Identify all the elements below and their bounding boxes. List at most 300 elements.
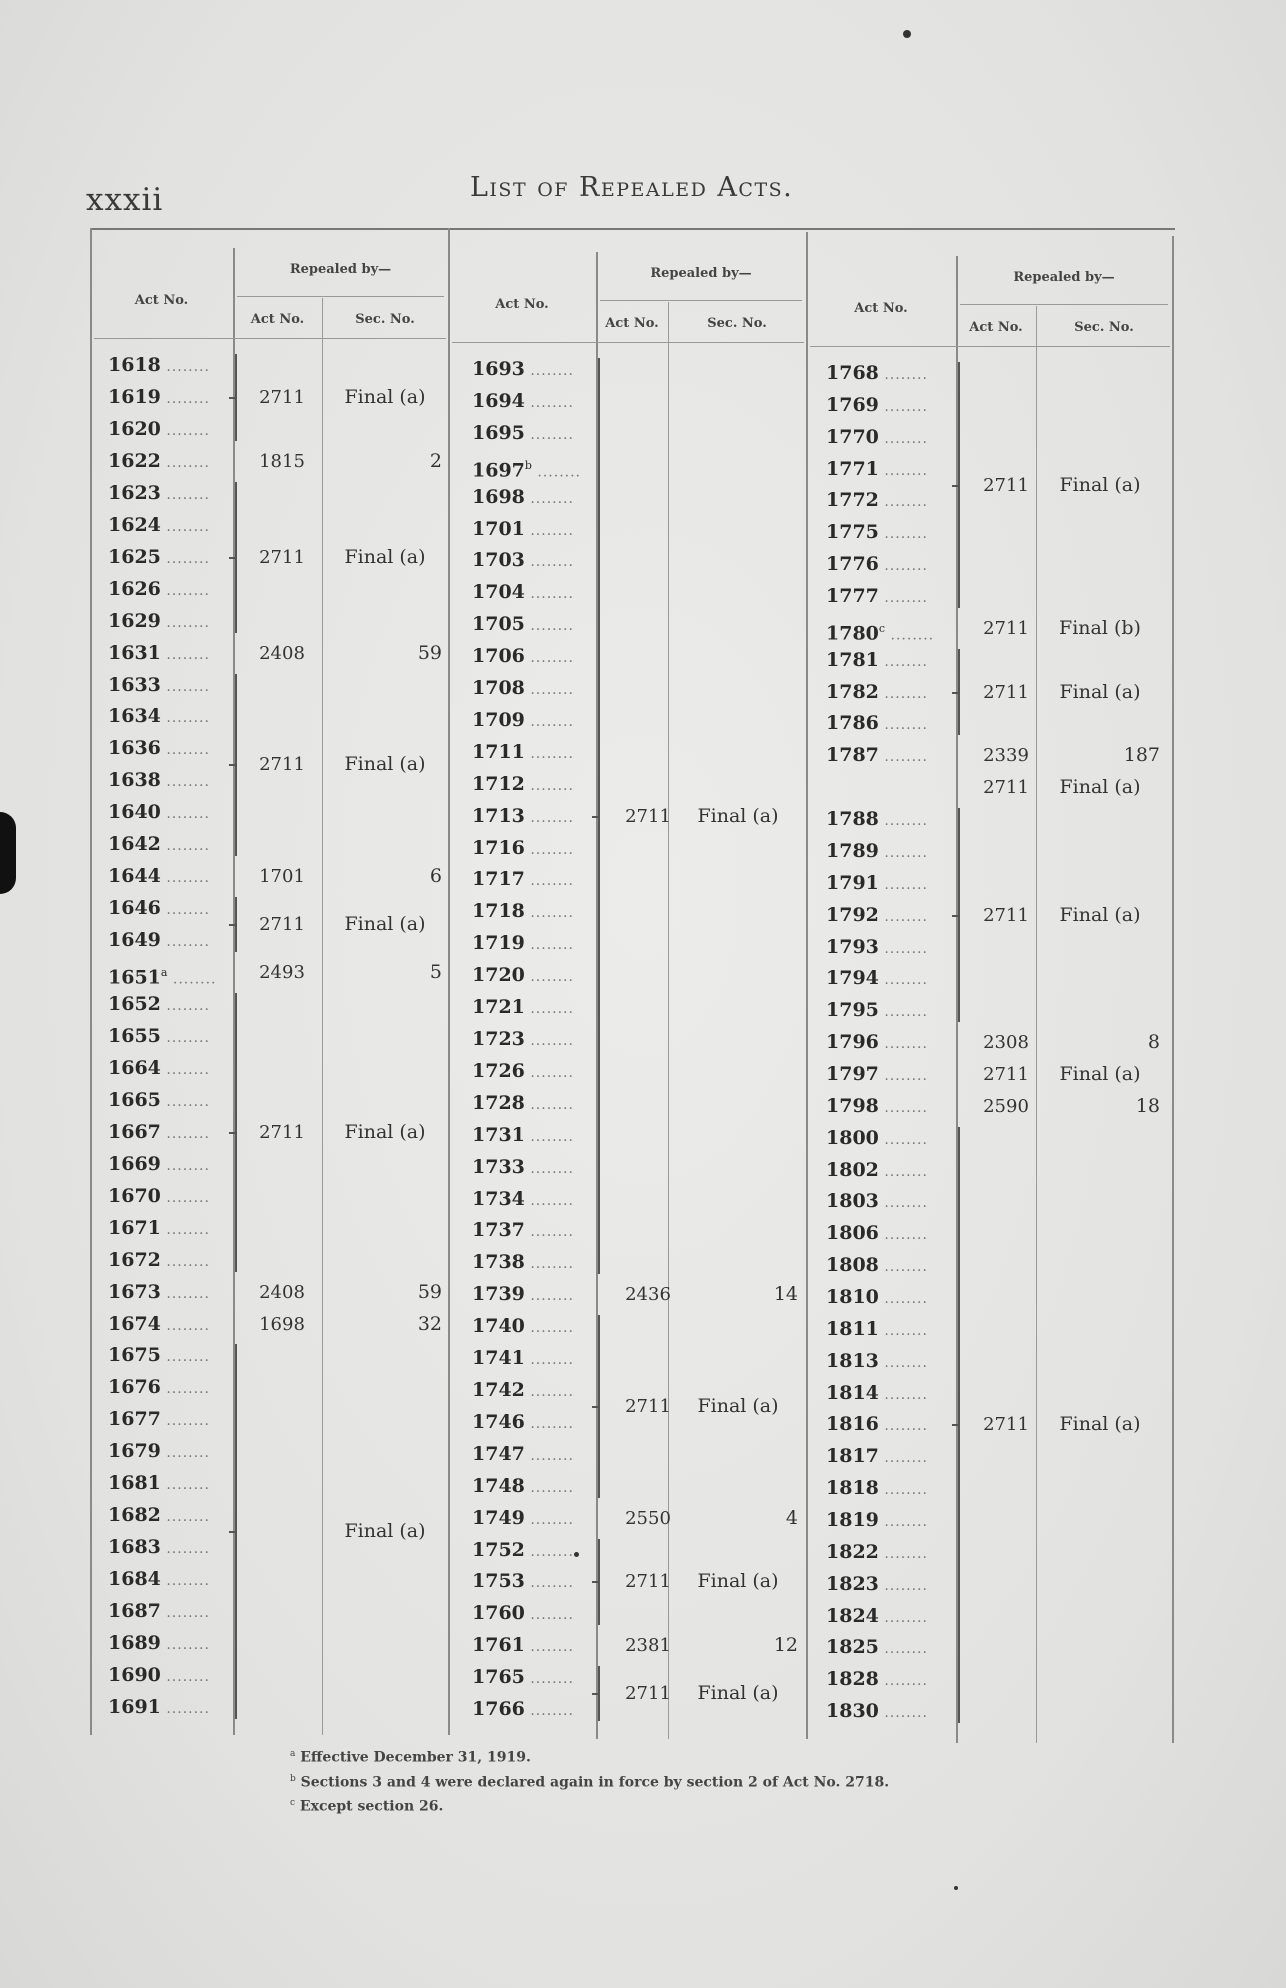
act-number <box>472 577 598 608</box>
dot-leader: ........ <box>160 870 210 887</box>
act-number <box>826 995 956 1026</box>
repealing-act-number: 2408 <box>259 642 305 664</box>
dot-leader: ........ <box>531 464 581 481</box>
dot-leader: ........ <box>878 1131 928 1148</box>
act-number-text: 1808 <box>826 1254 879 1277</box>
act-number <box>826 517 956 548</box>
table-left-rule <box>90 228 92 1735</box>
dot-leader: ........ <box>524 1415 574 1432</box>
grouping-brace-tip <box>229 764 237 766</box>
footnotes <box>290 1744 889 1818</box>
act-number <box>826 1537 956 1568</box>
dot-leader: ........ <box>524 1383 574 1400</box>
repealing-section: Final (a) <box>697 1682 779 1705</box>
act-number-text: 1791 <box>826 871 879 894</box>
act-number <box>826 932 956 963</box>
act-number-text: 1672 <box>108 1248 161 1271</box>
dot-leader: ........ <box>160 742 210 759</box>
act-number-text: 1625 <box>108 545 161 568</box>
act-number-text: 1772 <box>826 489 879 512</box>
act-number <box>108 510 236 541</box>
repealing-section: Final (a) <box>697 1570 779 1593</box>
dot-leader: ........ <box>524 1256 574 1273</box>
dot-leader: ........ <box>524 1224 574 1241</box>
act-number <box>826 1155 956 1186</box>
dot-leader: ........ <box>524 873 574 890</box>
act-number <box>108 1021 236 1052</box>
repealing-section: Final (a) <box>1059 473 1141 496</box>
repealing-section: 4 <box>785 1506 798 1529</box>
grouping-brace-tip <box>229 1132 237 1134</box>
dot-leader: ........ <box>160 1253 210 1270</box>
act-number-text: 1705 <box>472 613 525 636</box>
act-number-text: 1798 <box>826 1094 879 1117</box>
act-number <box>472 928 598 959</box>
act-number-text: 1740 <box>472 1315 525 1338</box>
act-number-text: 1720 <box>472 964 525 987</box>
act-number-text: 1676 <box>108 1376 161 1399</box>
dot-leader: ........ <box>524 1671 574 1688</box>
dot-leader: ........ <box>524 1639 574 1656</box>
act-number <box>826 1218 956 1249</box>
dot-leader: ........ <box>878 1067 928 1084</box>
act-number <box>472 1535 598 1566</box>
act-number-text: 1631 <box>108 641 161 664</box>
act-number <box>826 1441 956 1472</box>
repealing-act-number: 2711 <box>259 754 305 776</box>
act-number-text: 1775 <box>826 521 879 544</box>
dot-leader: ........ <box>878 1322 928 1339</box>
act-number <box>108 414 236 445</box>
dot-leader: ........ <box>160 550 210 567</box>
act-number <box>472 641 598 672</box>
dot-leader: ........ <box>160 486 210 503</box>
dot-leader: ........ <box>878 590 928 607</box>
act-number <box>472 1247 598 1278</box>
dot-leader: ........ <box>160 1700 210 1717</box>
act-number <box>108 606 236 637</box>
dot-leader: ........ <box>524 1320 574 1337</box>
act-number-text: 1636 <box>108 737 161 760</box>
act-number-text: 1642 <box>108 833 161 856</box>
dot-leader: ........ <box>878 430 928 447</box>
act-number <box>472 1184 598 1215</box>
act-number <box>108 1500 236 1531</box>
act-number <box>472 1598 598 1629</box>
dot-leader: ........ <box>878 1004 928 1021</box>
act-number <box>108 542 236 573</box>
act-number <box>472 1471 598 1502</box>
act-number <box>826 613 956 644</box>
act-number-text: 1817 <box>826 1445 879 1468</box>
act-number <box>108 765 236 796</box>
act-number <box>472 737 598 768</box>
repealing-section: Final (a) <box>697 1394 779 1417</box>
act-number-text: 1721 <box>472 996 525 1019</box>
dot-leader: ........ <box>878 1036 928 1053</box>
dot-leader: ........ <box>524 1064 574 1081</box>
act-number <box>108 446 236 477</box>
dot-leader: ........ <box>878 1577 928 1594</box>
act-number-text: 1800 <box>826 1126 879 1149</box>
act-number-text: 1682 <box>108 1504 161 1527</box>
dot-leader: ........ <box>160 1605 210 1622</box>
footnote-mark: c <box>878 621 886 635</box>
dot-leader: ........ <box>878 1673 928 1690</box>
act-number <box>108 1372 236 1403</box>
act-number <box>108 1181 236 1212</box>
repealing-section: 32 <box>417 1312 442 1335</box>
grouping-brace-tip <box>592 1693 600 1695</box>
dot-leader: ........ <box>160 1157 210 1174</box>
act-number-text: 1719 <box>472 932 525 955</box>
dot-leader: ........ <box>524 713 574 730</box>
dot-leader: ........ <box>878 685 928 702</box>
act-number-text: 1620 <box>108 417 161 440</box>
dot-leader: ........ <box>878 1099 928 1116</box>
act-number <box>472 1407 598 1438</box>
act-number <box>108 350 236 381</box>
dot-leader: ........ <box>160 614 210 631</box>
dot-leader: ........ <box>524 1703 574 1720</box>
act-number-text: 1697 <box>472 459 525 482</box>
act-number-text: 1711 <box>472 740 525 763</box>
act-number-text: 1691 <box>108 1695 161 1718</box>
repealing-section: Final (a) <box>1059 1062 1141 1085</box>
repealing-section: 2 <box>429 449 442 472</box>
header-act-no: Act No. <box>495 297 549 312</box>
act-number <box>108 701 236 732</box>
act-number-text: 1830 <box>826 1700 879 1723</box>
dot-leader: ........ <box>878 558 928 575</box>
act-number <box>108 1085 236 1116</box>
act-number <box>108 1309 236 1340</box>
dot-leader: ........ <box>878 1163 928 1180</box>
act-number <box>472 354 598 385</box>
act-number <box>472 1630 598 1661</box>
act-number-text: 1664 <box>108 1056 161 1079</box>
dot-leader: ........ <box>160 1061 210 1078</box>
act-number <box>472 833 598 864</box>
dot-leader: ........ <box>524 1001 574 1018</box>
act-number-text: 1624 <box>108 513 161 536</box>
act-number-text: 1818 <box>826 1477 879 1500</box>
act-number-text: 1698 <box>472 485 525 508</box>
header-rep-act-no: Act No. <box>250 312 305 327</box>
act-number-text: 1649 <box>108 929 161 952</box>
header-bottom-rule <box>94 338 446 339</box>
dot-leader: ........ <box>160 1093 210 1110</box>
act-number-text: 1761 <box>472 1634 525 1657</box>
act-number <box>108 1213 236 1244</box>
act-number <box>472 609 598 640</box>
dot-leader: ........ <box>878 1418 928 1435</box>
dot-leader: ........ <box>160 934 210 951</box>
dot-leader: ........ <box>524 554 574 571</box>
dot-leader: ........ <box>524 1607 574 1624</box>
repealing-act-number: 2381 <box>625 1635 671 1657</box>
repealing-act-number: 2436 <box>625 1284 671 1306</box>
repealing-act-number: 2711 <box>259 1121 305 1143</box>
repealing-section: 18 <box>1135 1094 1160 1117</box>
act-number-text: 1753 <box>472 1570 525 1593</box>
act-number-text: 1704 <box>472 581 525 604</box>
act-number-text: 1803 <box>826 1190 879 1213</box>
act-number <box>108 797 236 828</box>
act-number <box>826 963 956 994</box>
act-number-text: 1681 <box>108 1472 161 1495</box>
act-number <box>826 1505 956 1536</box>
act-number <box>108 1404 236 1435</box>
act-number-text: 1806 <box>826 1222 879 1245</box>
act-number <box>826 1186 956 1217</box>
dot-leader: ........ <box>878 972 928 989</box>
repealing-section: Final (a) <box>344 545 426 568</box>
repealing-act-number: 2711 <box>983 904 1029 926</box>
act-number-text: 1731 <box>472 1123 525 1146</box>
repealing-act-number: 2711 <box>259 914 305 936</box>
repealing-section: Final (a) <box>1059 1413 1141 1436</box>
act-number-text: 1765 <box>472 1666 525 1689</box>
act-number-text: 1776 <box>826 553 879 576</box>
act-number <box>826 1027 956 1058</box>
repealing-section: 6 <box>429 865 442 888</box>
act-number-text: 1626 <box>108 577 161 600</box>
act-number <box>826 1123 956 1154</box>
repealing-section: Final (b) <box>1059 616 1141 639</box>
act-number-text: 1671 <box>108 1216 161 1239</box>
act-number <box>472 1439 598 1470</box>
act-number <box>826 708 956 739</box>
act-number-text: 1716 <box>472 836 525 859</box>
repealing-section: Final (a) <box>1059 776 1141 799</box>
act-number-text: 1695 <box>472 421 525 444</box>
act-number-text: 1718 <box>472 900 525 923</box>
act-number-text: 1742 <box>472 1378 525 1401</box>
act-number <box>826 454 956 485</box>
act-number-text: 1733 <box>472 1155 525 1178</box>
act-number <box>826 1569 956 1600</box>
dot-leader: ........ <box>160 1509 210 1526</box>
act-number <box>826 1314 956 1345</box>
act-number-text: 1737 <box>472 1219 525 1242</box>
act-number-text: 1823 <box>826 1572 879 1595</box>
act-number-text: 1713 <box>472 804 525 827</box>
dot-leader: ........ <box>524 1543 574 1560</box>
repealing-act-number: 1701 <box>259 866 305 888</box>
repealing-act-number: 2408 <box>259 1281 305 1303</box>
act-number-text: 1634 <box>108 705 161 728</box>
dot-leader: ........ <box>878 1705 928 1722</box>
dot-leader: ........ <box>524 426 574 443</box>
act-number <box>108 893 236 924</box>
repealing-act-number: 2711 <box>983 777 1029 799</box>
repealing-act-number: 2711 <box>983 1414 1029 1436</box>
act-number <box>108 1468 236 1499</box>
act-number <box>826 485 956 516</box>
dot-leader: ........ <box>878 367 928 383</box>
act-number <box>472 1343 598 1374</box>
act-number <box>826 1378 956 1409</box>
repealing-act-number: 2711 <box>983 617 1029 639</box>
act-number <box>108 829 236 860</box>
act-number <box>108 1532 236 1563</box>
dot-leader: ........ <box>160 838 210 855</box>
act-number <box>472 1566 598 1597</box>
dot-leader: ........ <box>160 998 210 1014</box>
act-number <box>826 1346 956 1377</box>
column-rule <box>1036 306 1037 1743</box>
act-number-text: 1670 <box>108 1184 161 1207</box>
act-number-text: 1690 <box>108 1663 161 1686</box>
act-number-text: 1651 <box>108 966 161 989</box>
act-number-text: 1749 <box>472 1506 525 1529</box>
dot-leader: ........ <box>524 937 574 954</box>
dot-leader: ........ <box>524 1192 574 1209</box>
dot-leader: ........ <box>160 1349 210 1366</box>
act-number-text: 1741 <box>472 1347 525 1370</box>
act-number <box>472 1311 598 1342</box>
dot-leader: ........ <box>160 1317 210 1334</box>
repealing-section: 14 <box>773 1283 798 1306</box>
dot-leader: ........ <box>524 1160 574 1177</box>
grouping-brace-tip <box>229 557 237 559</box>
repealing-act-number: 2711 <box>625 1683 671 1705</box>
header-sec-no: Sec. No. <box>355 312 415 327</box>
dot-leader: ........ <box>160 582 210 599</box>
grouping-brace-tip <box>592 1581 600 1583</box>
act-number <box>108 1053 236 1084</box>
dot-leader: ........ <box>878 1482 928 1499</box>
dot-leader: ........ <box>524 650 574 667</box>
act-number <box>826 1282 956 1313</box>
dot-leader: ........ <box>524 1352 574 1369</box>
dot-leader: ........ <box>878 398 928 415</box>
act-number-text: 1674 <box>108 1312 161 1335</box>
page-title: List of Repealed Acts. <box>470 172 794 203</box>
act-number <box>826 900 956 931</box>
dot-leader: ........ <box>885 627 935 644</box>
repealing-act-number: 2711 <box>983 474 1029 496</box>
act-number-text: 1748 <box>472 1474 525 1497</box>
dot-leader: ........ <box>878 1450 928 1467</box>
dot-leader: ........ <box>878 1609 928 1626</box>
act-number-text: 1746 <box>472 1410 525 1433</box>
dot-leader: ........ <box>160 1477 210 1494</box>
act-number <box>826 358 956 389</box>
act-number-text: 1782 <box>826 680 879 703</box>
repealing-section: Final (a) <box>1059 680 1141 703</box>
act-number-text: 1824 <box>826 1604 879 1627</box>
act-number <box>472 896 598 927</box>
repealing-act-number: 2550 <box>625 1507 671 1529</box>
act-number-text: 1739 <box>472 1283 525 1306</box>
act-number <box>108 638 236 669</box>
dot-leader: ........ <box>160 646 210 663</box>
footnote-mark: a <box>160 966 168 980</box>
page-number: xxxii <box>86 182 164 218</box>
repealing-section: 12 <box>773 1634 798 1657</box>
act-number <box>826 1664 956 1695</box>
act-number <box>108 1245 236 1276</box>
dot-leader: ........ <box>524 1575 574 1592</box>
dot-leader: ........ <box>524 618 574 635</box>
dot-leader: ........ <box>167 971 217 988</box>
act-number-text: 1789 <box>826 839 879 862</box>
act-number-text: 1706 <box>472 645 525 668</box>
dot-leader: ........ <box>878 813 928 830</box>
dot-leader: ........ <box>160 806 210 823</box>
act-number-text: 1701 <box>472 517 525 540</box>
act-number-text: 1771 <box>826 457 879 480</box>
repealing-section: 59 <box>417 1280 442 1303</box>
act-number-text: 1781 <box>826 648 879 671</box>
repealing-act-number: 1698 <box>259 1313 305 1335</box>
act-number <box>826 804 956 835</box>
act-number-text: 1667 <box>108 1120 161 1143</box>
act-number-text: 1644 <box>108 865 161 888</box>
dot-leader: ........ <box>878 940 928 957</box>
act-number-text: 1770 <box>826 425 879 448</box>
repealing-act-number: 2493 <box>259 962 305 984</box>
act-number <box>472 1662 598 1693</box>
act-number <box>108 1628 236 1659</box>
act-number <box>472 418 598 449</box>
act-number-text: 1811 <box>826 1317 879 1340</box>
act-number <box>826 836 956 867</box>
repealing-act-number: 2711 <box>625 1395 671 1417</box>
act-number <box>826 1091 956 1122</box>
repealing-section: Final (a) <box>344 753 426 776</box>
act-number <box>472 864 598 895</box>
act-number-text: 1709 <box>472 708 525 731</box>
dot-leader: ........ <box>160 902 210 919</box>
act-number <box>108 989 236 1020</box>
act-number <box>472 992 598 1023</box>
dot-leader: ........ <box>160 1285 210 1302</box>
grouping-brace-tip <box>229 924 237 926</box>
repealing-act-number: 2711 <box>983 681 1029 703</box>
act-number-text: 1640 <box>108 801 161 824</box>
act-number-text: 1796 <box>826 1031 879 1054</box>
act-number <box>108 957 236 988</box>
dot-leader: ........ <box>160 518 210 535</box>
act-number-text: 1655 <box>108 1024 161 1047</box>
act-number-text: 1726 <box>472 1059 525 1082</box>
act-number-text: 1708 <box>472 677 525 700</box>
act-number-text: 1814 <box>826 1381 879 1404</box>
dot-leader: ........ <box>160 1125 210 1142</box>
act-number <box>826 1409 956 1440</box>
act-number <box>472 545 598 576</box>
dot-leader: ........ <box>878 1290 928 1307</box>
dot-leader: ........ <box>160 1413 210 1430</box>
scan-smudge <box>0 812 16 894</box>
dot-leader: ........ <box>524 969 574 986</box>
act-number <box>472 960 598 991</box>
dot-leader: ........ <box>524 1033 574 1050</box>
dot-leader: ........ <box>160 678 210 695</box>
act-number-text: 1622 <box>108 449 161 472</box>
act-number <box>108 733 236 764</box>
act-number-text: 1728 <box>472 1091 525 1114</box>
header-repealed-by: Repealed by— <box>650 266 752 281</box>
column-rule <box>448 228 450 1735</box>
act-number-text: 1813 <box>826 1349 879 1372</box>
act-number-text: 1795 <box>826 999 879 1022</box>
header-rule <box>960 304 1168 305</box>
repealing-section: 8 <box>1147 1031 1160 1054</box>
